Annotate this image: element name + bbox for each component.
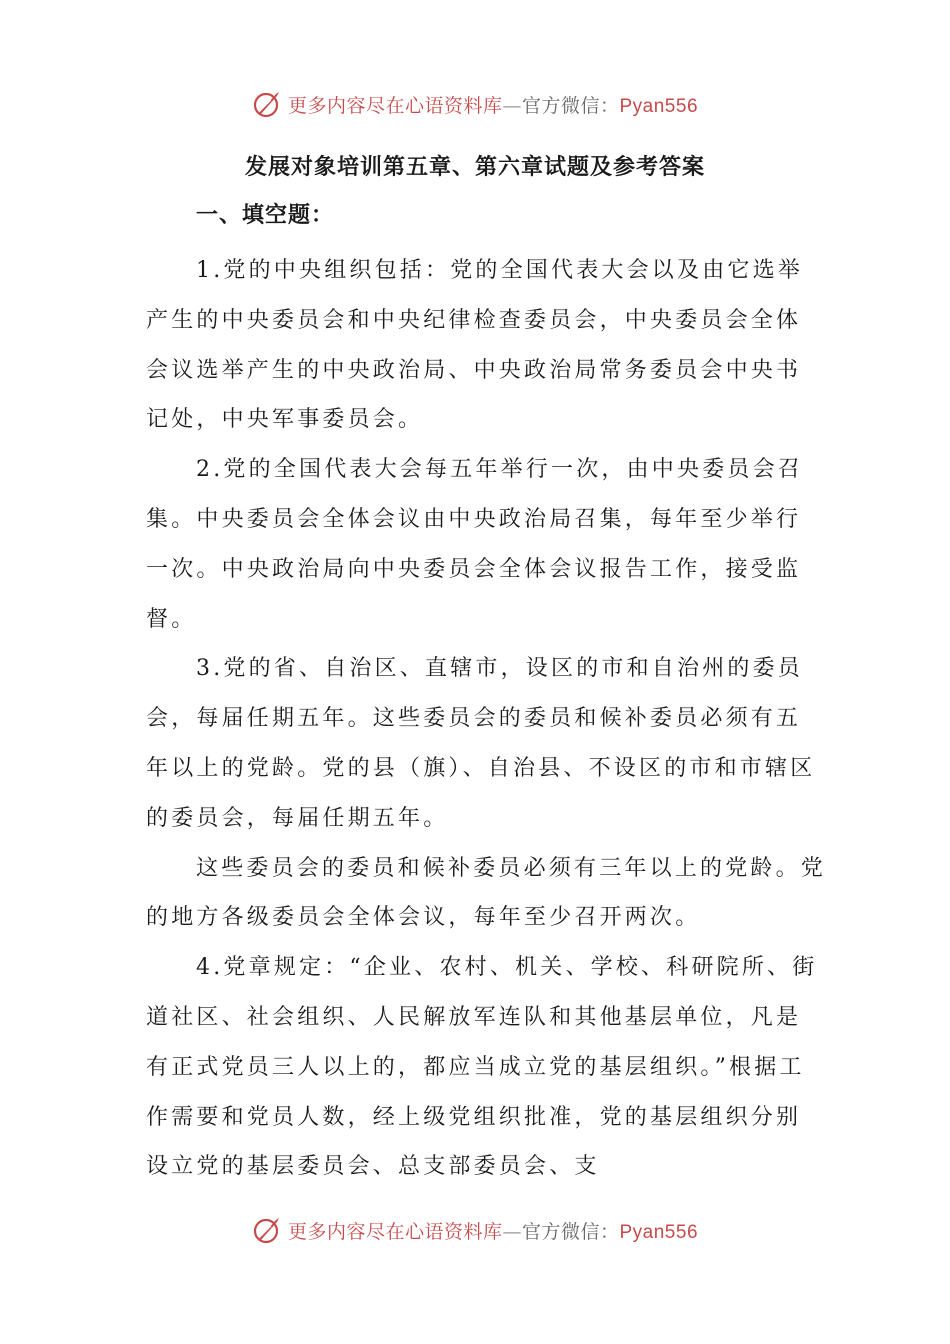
section-heading: 一、填空题： xyxy=(196,202,335,228)
paragraph: 3.党的省、自治区、直辖市，设区的市和自治州的委员会，每届任期五年。这些委员会的委员和候补委员必须有五年以上的党龄。党的县（旗）、自治县、不设区的市和市辖区的委员会，每届任期五年。 xyxy=(146,656,816,831)
document-body xyxy=(146,246,826,1192)
watermark-text xyxy=(288,91,698,118)
footer-watermark-banner xyxy=(0,1210,950,1250)
watermark-separator: — xyxy=(502,94,522,117)
quill-pen-logo-icon xyxy=(252,1215,282,1245)
document-title: 发展对象培训第五章、第六章试题及参考答案 xyxy=(244,154,705,180)
paragraph: 1.党的中央组织包括：党的全国代表大会以及由它选举产生的中央委员会和中央纪律检查委员会，中央委员会全体会议选举产生的中央政治局、中央政治局常务委员会中央书记处，中央军事委员会。 xyxy=(146,258,803,433)
quill-pen-logo-icon xyxy=(252,89,282,119)
paragraph: 这些委员会的委员和候补委员必须有三年以上的党龄。党的地方各级委员会全体会议，每年至少召开两次。 xyxy=(146,855,827,931)
watermark-wechat-id: Pyan556 xyxy=(619,1221,699,1243)
header-watermark-banner xyxy=(0,84,950,124)
watermark-wechat-label: 官方微信： xyxy=(521,1220,620,1243)
watermark-separator: — xyxy=(502,1220,522,1243)
watermark-text xyxy=(288,1217,698,1244)
watermark-wechat-id: Pyan556 xyxy=(619,95,699,117)
watermark-main-text: 更多内容尽在心语资料库 xyxy=(287,1220,503,1243)
watermark-wechat-label: 官方微信： xyxy=(521,94,620,117)
watermark-main-text: 更多内容尽在心语资料库 xyxy=(287,94,503,117)
paragraph: 2.党的全国代表大会每五年举行一次，由中央委员会召集。中央委员会全体会议由中央政治局召集，每年至少举行一次。中央政治局向中央委员会全体会议报告工作，接受监督。 xyxy=(146,457,803,632)
paragraph: 4.党章规定：“企业、农村、机关、学校、科研院所、街道社区、社会组织、人民解放军连队和其他基层单位，凡是有正式党员三人以上的，都应当成立党的基层组织。”根据工作需要和党员人数，经上级党组织批准，党的基层组织分别设立党的基层委员会、总支部委员会、支 xyxy=(146,955,818,1180)
